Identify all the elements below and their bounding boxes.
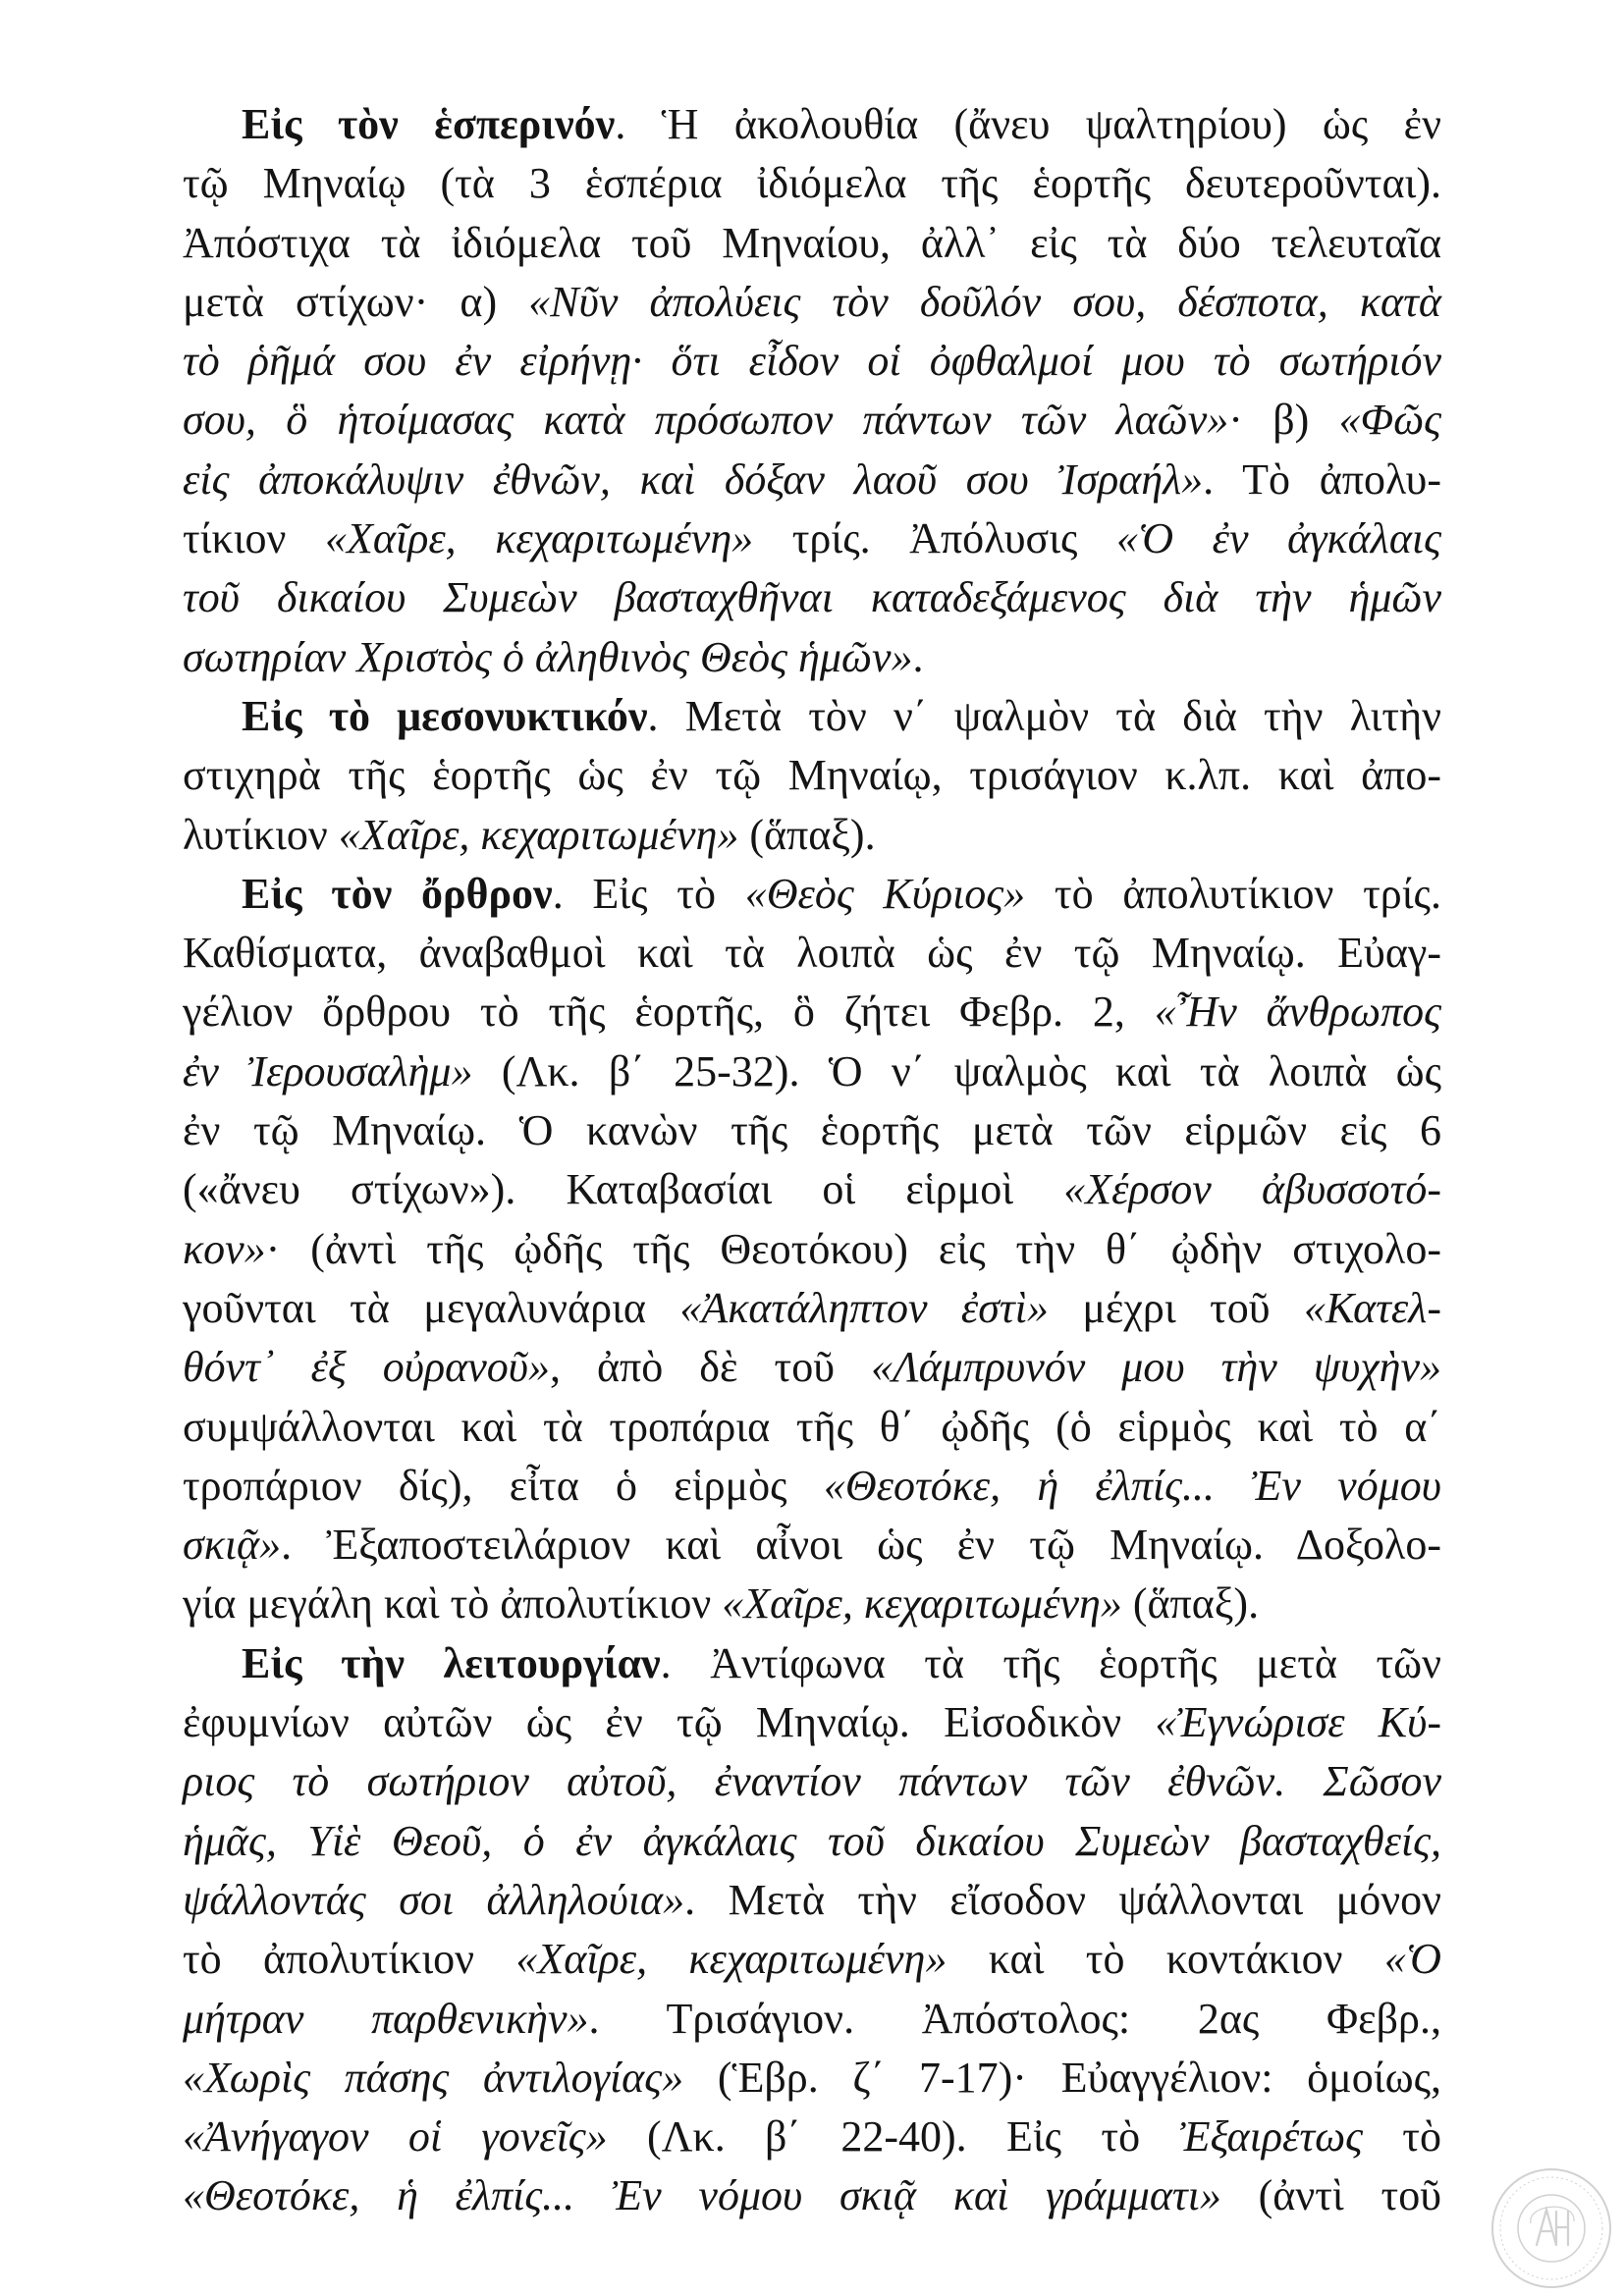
text-run: . Ἐξαποστειλάριον καὶ αἶνοι ὡς ἐν τῷ Μηναίῳ. Δοξολο- bbox=[281, 1521, 1441, 1570]
text-line bbox=[183, 746, 1441, 805]
liturgical-quote: «Ἀκατάληπτον ἐστὶ» bbox=[679, 1283, 1049, 1332]
liturgical-quote: «Νῦν ἀπολύεις τὸν δοῦλόν σου, δέσποτα, κατὰ bbox=[528, 277, 1441, 326]
text-line bbox=[183, 1042, 1441, 1101]
text-line bbox=[183, 451, 1441, 509]
text-line bbox=[183, 1398, 1441, 1457]
text-run: · (ἀντὶ τῆς ᾠδῆς τῆς Θεοτόκου) εἰς τὴν θ΄ ᾠδὴν στιχολο- bbox=[265, 1224, 1441, 1273]
liturgical-quote: τὸ ῥῆμά σου ἐν εἰρήνῃ· ὅτι εἶδον οἱ ὀφθαλμοί μου τὸ σωτήριόν bbox=[183, 337, 1441, 386]
liturgical-quote: «Κατελ- bbox=[1304, 1283, 1441, 1332]
text-run: . Μετὰ τὴν εἴσοδον ψάλλονται μόνον bbox=[684, 1875, 1441, 1924]
text-line bbox=[183, 1930, 1441, 1989]
page-body-text bbox=[183, 95, 1441, 2226]
text-run: τὸ ἀπολυτίκιον τρίς. bbox=[1025, 869, 1441, 918]
text-run: . Ἀντίφωνα τὰ τῆς ἑορτῆς μετὰ τῶν bbox=[660, 1638, 1441, 1687]
text-run: τὸ bbox=[1363, 2112, 1441, 2162]
text-line bbox=[183, 1338, 1441, 1397]
text-run: τροπάριον δίς), εἶτα ὁ εἱρμὸς bbox=[183, 1461, 824, 1510]
liturgical-quote: «Χωρὶς πάσης ἀντιλογίας» bbox=[183, 2053, 684, 2102]
text-run: συμψάλλονται καὶ τὰ τροπάρια τῆς θ΄ ᾠδῆς (ὁ εἱρμὸς καὶ τὸ α΄ bbox=[183, 1402, 1441, 1451]
text-line bbox=[183, 1220, 1441, 1279]
text-run: («ἄνευ στίχων»). Καταβασίαι οἱ εἱρμοὶ bbox=[183, 1165, 1064, 1214]
text-line bbox=[183, 1457, 1441, 1516]
liturgical-quote: «Ὁ bbox=[1383, 1935, 1441, 1984]
text-line bbox=[183, 1516, 1441, 1575]
text-line bbox=[183, 1693, 1441, 1752]
text-run: τίκιον bbox=[183, 514, 325, 563]
rubric-paragraph bbox=[183, 687, 1441, 865]
liturgical-quote: σκιᾷ» bbox=[183, 1521, 282, 1570]
text-line bbox=[183, 2108, 1441, 2166]
text-line bbox=[183, 391, 1441, 450]
text-line bbox=[183, 1279, 1441, 1338]
text-line bbox=[183, 1812, 1441, 1871]
liturgical-quote: «Θεοτόκε, ἡ ἐλπίς... Ἐν νόμου σκιᾷ καὶ γράμματι» bbox=[183, 2171, 1221, 2220]
text-run: (Λκ. β΄ 25-32). Ὁ ν΄ ψαλμὸς καὶ τὰ λοιπὰ ὡς bbox=[472, 1046, 1442, 1095]
text-line bbox=[183, 568, 1441, 627]
liturgical-quote: ψάλλοντάς σοι ἀλληλούια» bbox=[183, 1875, 685, 1924]
text-line bbox=[183, 1160, 1441, 1219]
text-line bbox=[183, 332, 1441, 391]
liturgical-quote: «Χαῖρε, κεχαριτωμένη» bbox=[325, 514, 754, 563]
liturgical-quote: «Χέρσον ἀβυσσοτό- bbox=[1063, 1165, 1441, 1214]
text-run: . Ἡ ἀκολουθία (ἄνευ ψαλτηρίου) ὡς ἐν bbox=[615, 100, 1441, 148]
text-run: μέχρι τοῦ bbox=[1048, 1283, 1304, 1332]
liturgical-quote: «Χαῖρε, κεχαριτωμένη» bbox=[338, 810, 739, 859]
text-run: τὸ ἀπολυτίκιον bbox=[183, 1935, 516, 1984]
text-line bbox=[183, 628, 1441, 687]
text-run: · β) bbox=[1228, 396, 1339, 445]
rubric-paragraph bbox=[183, 1634, 1441, 2226]
text-line bbox=[183, 1871, 1441, 1930]
liturgical-quote: ἡμᾶς, Υἱὲ Θεοῦ, ὁ ἐν ἀγκάλαις τοῦ δικαίου Συμεὼν βασταχθείς, bbox=[183, 1816, 1441, 1865]
liturgical-quote: «Χαῖρε, κεχαριτωμένη» bbox=[515, 1935, 947, 1984]
watermark-seal-icon bbox=[1488, 2164, 1615, 2292]
text-run: . bbox=[912, 632, 924, 681]
liturgical-quote: «Ὁ ἐν ἀγκάλαις bbox=[1116, 514, 1441, 563]
text-run: (ἅπαξ). bbox=[1121, 1579, 1260, 1629]
text-line bbox=[183, 806, 1441, 865]
rubric-paragraph bbox=[183, 95, 1441, 687]
liturgical-quote: κον» bbox=[183, 1224, 266, 1273]
liturgical-quote: «Ἀνήγαγον οἱ γονεῖς» bbox=[183, 2112, 608, 2162]
liturgical-quote: Ἐξαιρέτως bbox=[1179, 2112, 1363, 2162]
text-run: γία μεγάλη καὶ τὸ ἀπολυτίκιον bbox=[183, 1579, 723, 1629]
liturgical-quote: «Θεὸς Κύριος» bbox=[744, 869, 1026, 918]
text-run: . Μετὰ τὸν ν΄ ψαλμὸν τὰ διὰ τὴν λιτὴν bbox=[647, 691, 1441, 740]
text-run: τρίς. Ἀπόλυσις bbox=[753, 514, 1117, 563]
text-run: . Εἰς τὸ bbox=[552, 869, 745, 918]
text-line bbox=[183, 1575, 1441, 1633]
text-line bbox=[183, 865, 1441, 924]
liturgical-quote: «Θεοτόκε, ἡ ἐλπίς... Ἐν νόμου bbox=[823, 1461, 1441, 1510]
text-run: Ἀπόστιχα τὰ ἰδιόμελα τοῦ Μηναίου, ἀλλ᾽ εἰς τὰ δύο τελευταῖα bbox=[183, 218, 1441, 267]
text-line bbox=[183, 214, 1441, 273]
liturgical-quote: εἰς ἀποκάλυψιν ἐθνῶν, καὶ δόξαν λαοῦ σου Ἰσραήλ» bbox=[183, 454, 1204, 504]
text-line bbox=[183, 2166, 1441, 2225]
text-run: καὶ τὸ κοντάκιον bbox=[947, 1935, 1384, 1984]
text-run: ἐν τῷ Μηναίῳ. Ὁ κανὼν τῆς ἑορτῆς μετὰ τῶν εἱρμῶν εἰς 6 bbox=[183, 1106, 1441, 1155]
text-line bbox=[183, 687, 1441, 746]
liturgical-quote: «Φῶς bbox=[1338, 396, 1441, 445]
text-line bbox=[183, 2049, 1441, 2108]
text-run: (ἅπαξ). bbox=[738, 810, 876, 859]
text-line bbox=[183, 95, 1441, 154]
text-line bbox=[183, 1101, 1441, 1160]
text-run: (Ἑβρ. ζ΄ 7-17)· Εὐαγγέλιον: ὁμοίως, bbox=[683, 2053, 1441, 2102]
liturgical-quote: τοῦ δικαίου Συμεὼν βασταχθῆναι καταδεξάμενος διὰ τὴν ἡμῶν bbox=[183, 573, 1441, 622]
text-run: . Τὸ ἀπολυ- bbox=[1203, 454, 1441, 504]
text-line bbox=[183, 1752, 1441, 1811]
rubric-paragraph bbox=[183, 865, 1441, 1634]
text-run: ἐφυμνίων αὐτῶν ὡς ἐν τῷ Μηναίῳ. Εἰσοδικὸν bbox=[183, 1698, 1156, 1747]
liturgical-quote: «Ἦν ἄνθρωπος bbox=[1154, 988, 1441, 1037]
liturgical-quote: «Ἐγνώρισε Κύ- bbox=[1155, 1698, 1441, 1747]
text-line bbox=[183, 273, 1441, 332]
section-heading: Εἰς τὸ μεσονυκτικόν bbox=[242, 691, 648, 740]
text-line bbox=[183, 983, 1441, 1041]
text-run: μετὰ στίχων· α) bbox=[183, 277, 529, 326]
text-run: (ἀντὶ τοῦ bbox=[1220, 2171, 1442, 2220]
liturgical-quote: μήτραν παρθενικὴν» bbox=[183, 1994, 589, 2043]
text-run: τῷ Μηναίῳ (τὰ 3 ἑσπέρια ἰδιόμελα τῆς ἑορτῆς δευτεροῦνται). bbox=[183, 159, 1441, 208]
liturgical-quote: θόντ᾽ ἐξ οὐρανοῦ» bbox=[183, 1343, 550, 1392]
text-line bbox=[183, 1634, 1441, 1693]
text-line bbox=[183, 1990, 1441, 2049]
liturgical-quote: ριος τὸ σωτήριον αὐτοῦ, ἐναντίον πάντων τῶν ἐθνῶν. Σῶσον bbox=[183, 1757, 1441, 1806]
text-run: γοῦνται τὰ μεγαλυνάρια bbox=[183, 1283, 680, 1332]
text-run: , ἀπὸ δὲ τοῦ bbox=[549, 1343, 872, 1392]
text-run: λυτίκιον bbox=[183, 810, 339, 859]
liturgical-quote: «Χαῖρε, κεχαριτωμένη» bbox=[722, 1579, 1122, 1629]
text-line bbox=[183, 924, 1441, 983]
text-line bbox=[183, 154, 1441, 213]
liturgical-quote: ἐν Ἰερουσαλὴμ» bbox=[183, 1046, 473, 1095]
text-run: γέλιον ὄρθρου τὸ τῆς ἑορτῆς, ὃ ζήτει Φεβρ. 2, bbox=[183, 988, 1155, 1037]
text-run: Καθίσματα, ἀναβαθμοὶ καὶ τὰ λοιπὰ ὡς ἐν τῷ Μηναίῳ. Εὐαγ- bbox=[183, 929, 1441, 978]
liturgical-quote: σωτηρίαν Χριστὸς ὁ ἀληθινὸς Θεὸς ἡμῶν» bbox=[183, 632, 913, 681]
section-heading: Εἰς τὸν ἑσπερινόν bbox=[242, 100, 616, 148]
text-run: στιχηρὰ τῆς ἑορτῆς ὡς ἐν τῷ Μηναίῳ, τρισάγιον κ.λπ. καὶ ἀπο- bbox=[183, 751, 1441, 800]
liturgical-quote: σου, ὃ ἡτοίμασας κατὰ πρόσωπον πάντων τῶν λαῶν» bbox=[183, 396, 1229, 445]
section-heading: Εἰς τὴν λειτουργίαν bbox=[242, 1638, 661, 1687]
section-heading: Εἰς τὸν ὄρθρον bbox=[242, 869, 553, 918]
liturgical-quote: «Λάμπρυνόν μου τὴν ψυχὴν» bbox=[871, 1343, 1442, 1392]
text-run: . Τρισάγιον. Ἀπόστολος: 2ας Φεβρ., bbox=[588, 1994, 1441, 2043]
text-line bbox=[183, 509, 1441, 568]
text-run: (Λκ. β΄ 22-40). Εἰς τὸ bbox=[607, 2112, 1180, 2162]
